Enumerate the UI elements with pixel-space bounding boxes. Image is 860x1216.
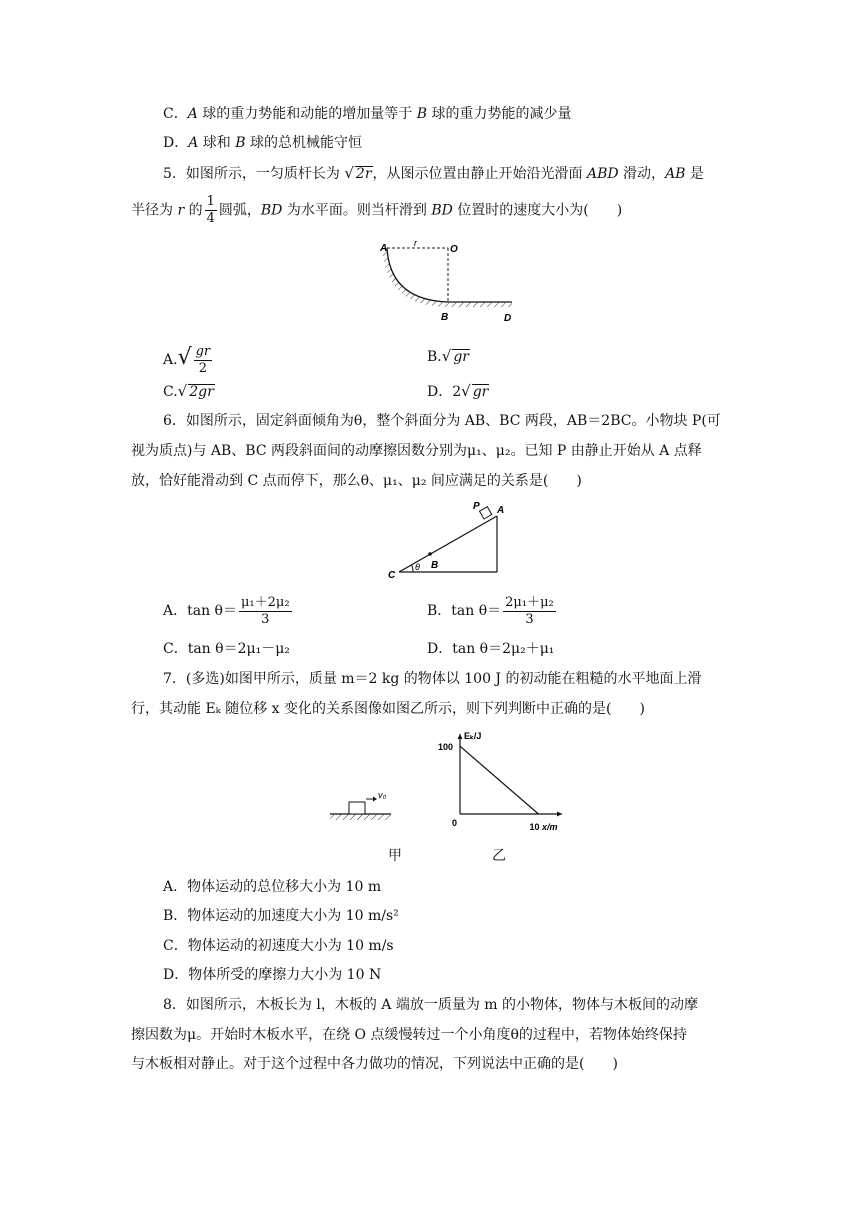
q6-label-p: P bbox=[473, 501, 480, 512]
q6-option-b: B．tan θ＝ $\frac{\text{2μ₁＋μ₂}}{3}$ bbox=[427, 594, 554, 627]
q7-figure-jia bbox=[325, 788, 395, 828]
q5-stem-line-2: 半径为 r 的 $\frac{1}{4}$ 圆弧，BD 为水平面。则当杆滑到 BD 位置时的速度大小为( ) bbox=[131, 194, 623, 226]
q7-option-b: B．物体运动的加速度大小为 10 m/s² bbox=[163, 908, 399, 924]
q5-option-a: A.√ $\frac{gr}{2}$ bbox=[163, 343, 211, 376]
q5-label-o: O bbox=[450, 244, 458, 255]
q5-option-c: C.√ 2gr bbox=[163, 382, 214, 400]
q7-chart bbox=[430, 726, 570, 836]
q8-stem-line-1: 8．如图所示，木板长为 l，木板的 A 端放一质量为 m 的小物体，物体与木板间的动摩 bbox=[163, 997, 699, 1013]
q6-label-b: B bbox=[431, 560, 439, 571]
q6-label-a: A bbox=[497, 505, 505, 516]
q7-option-a: A．物体运动的总位移大小为 10 m bbox=[163, 879, 382, 895]
y-axis-arrow bbox=[458, 734, 463, 739]
q5-label-r: r bbox=[414, 240, 417, 248]
q7-option-c: C．物体运动的初速度大小为 10 m/s bbox=[163, 938, 394, 954]
q7-caption-yi: 乙 bbox=[492, 848, 506, 864]
q7-stem-line-2: 行，其动能 Eₖ 随位移 x 变化的关系图像如图乙所示，则下列判断中正确的是( ) bbox=[131, 701, 645, 717]
q6-stem-line-2: 视为质点)与 AB、BC 两段斜面间的动摩擦因数分别为μ₁、μ₂。已知 P 由静止开始从 A 点释 bbox=[131, 443, 702, 459]
q5-option-b: B.√ gr bbox=[427, 347, 469, 365]
q4-option-d: D．A 球和 B 球的总机械能守恒 bbox=[163, 135, 363, 151]
x-tick-label: 10 bbox=[529, 822, 540, 832]
q6-label-theta: θ bbox=[415, 562, 420, 572]
q7-stem-line-1: 7．(多选)如图甲所示，质量 m＝2 kg 的物体以 100 J 的初动能在粗糙的水平地面上滑 bbox=[163, 671, 702, 687]
q7-caption-jia: 甲 bbox=[388, 848, 402, 864]
q7-label-v0: v₀ bbox=[378, 790, 387, 800]
q7-option-d: D．物体所受的摩擦力大小为 10 N bbox=[163, 967, 382, 983]
q5-label-a: A bbox=[380, 243, 388, 254]
q5-label-d: D bbox=[504, 313, 512, 322]
x-axis-arrow bbox=[557, 812, 562, 817]
q5-stem-line-1: 5．如图所示，一匀质杆长为 √ 2r，从图示位置由静止开始沿光滑面 ABD 滑动，AB 是 bbox=[163, 164, 704, 182]
y-axis-label: Eₖ/J bbox=[464, 731, 482, 741]
q4-option-c: C．A 球的重力势能和动能的增加量等于 B 球的重力势能的减少量 bbox=[163, 106, 572, 122]
q5-figure bbox=[370, 240, 520, 322]
origin-label: 0 bbox=[452, 818, 458, 828]
q8-stem-line-2: 擦因数为μ。开始时木板水平，在绕 O 点缓慢转过一个小角度θ的过程中，若物体始终保持 bbox=[131, 1027, 687, 1043]
q6-figure bbox=[385, 500, 515, 582]
q6-option-a: A．tan θ＝ $\frac{\text{μ₁＋2μ₂}}{3}$ bbox=[163, 594, 290, 627]
x-axis-label: x/m bbox=[542, 822, 558, 832]
y-tick-label: 100 bbox=[438, 742, 454, 753]
q5-option-d: D．2√ gr bbox=[427, 382, 489, 400]
q6-option-d: D．tan θ＝2μ₂＋μ₁ bbox=[427, 641, 555, 657]
q5-label-b: B bbox=[441, 312, 449, 322]
q6-stem-line-3: 放，恰好能滑动到 C 点而停下，那么θ、μ₁、μ₂ 间应满足的关系是( ) bbox=[131, 473, 582, 489]
q6-option-c: C．tan θ＝2μ₁－μ₂ bbox=[163, 641, 290, 657]
q8-stem-line-3: 与木板相对静止。对于这个过程中各力做功的情况，下列说法中正确的是( ) bbox=[131, 1056, 618, 1072]
q6-stem-line-1: 6．如图所示，固定斜面倾角为θ，整个斜面分为 AB、BC 两段，AB＝2BC。小物块 P(可 bbox=[163, 413, 721, 429]
series-line bbox=[460, 746, 538, 814]
q6-label-c: C bbox=[388, 570, 396, 581]
